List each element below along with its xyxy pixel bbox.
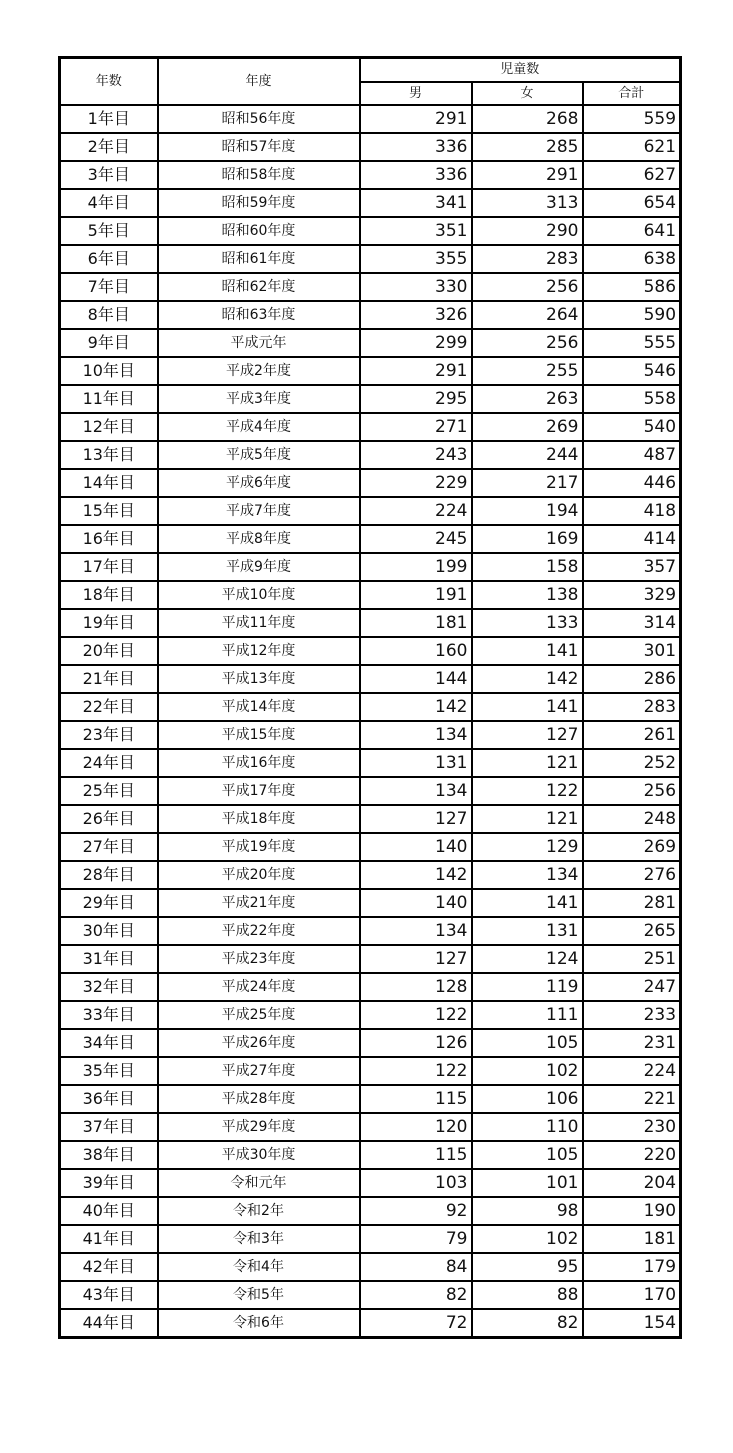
header-total: 合計 [583, 82, 681, 105]
cell-total: 540 [583, 413, 681, 441]
cell-total: 233 [583, 1001, 681, 1029]
cell-fiscal-year: 平成19年度 [158, 833, 360, 861]
cell-male: 122 [360, 1057, 472, 1085]
cell-year-count: 21年目 [60, 665, 158, 693]
cell-year-count: 8年目 [60, 301, 158, 329]
cell-total: 230 [583, 1113, 681, 1141]
cell-female: 119 [472, 973, 583, 1001]
header-children-count: 児童数 [360, 58, 681, 83]
header-year-count: 年数 [60, 58, 158, 106]
cell-male: 82 [360, 1281, 472, 1309]
cell-fiscal-year: 令和2年 [158, 1197, 360, 1225]
table-row [60, 161, 681, 189]
table-row [60, 1001, 681, 1029]
cell-fiscal-year: 平成7年度 [158, 497, 360, 525]
cell-male: 355 [360, 245, 472, 273]
cell-year-count: 32年目 [60, 973, 158, 1001]
cell-total: 559 [583, 105, 681, 133]
table-row [60, 189, 681, 217]
cell-female: 256 [472, 273, 583, 301]
cell-male: 72 [360, 1309, 472, 1338]
cell-male: 131 [360, 749, 472, 777]
cell-male: 295 [360, 385, 472, 413]
table-row [60, 413, 681, 441]
cell-year-count: 18年目 [60, 581, 158, 609]
cell-year-count: 20年目 [60, 637, 158, 665]
cell-total: 586 [583, 273, 681, 301]
cell-male: 336 [360, 161, 472, 189]
cell-fiscal-year: 平成26年度 [158, 1029, 360, 1057]
cell-female: 142 [472, 665, 583, 693]
cell-total: 418 [583, 497, 681, 525]
cell-fiscal-year: 平成29年度 [158, 1113, 360, 1141]
cell-male: 126 [360, 1029, 472, 1057]
cell-fiscal-year: 平成27年度 [158, 1057, 360, 1085]
cell-total: 329 [583, 581, 681, 609]
cell-female: 158 [472, 553, 583, 581]
cell-fiscal-year: 平成18年度 [158, 805, 360, 833]
cell-female: 102 [472, 1225, 583, 1253]
cell-fiscal-year: 平成28年度 [158, 1085, 360, 1113]
cell-female: 263 [472, 385, 583, 413]
cell-year-count: 12年目 [60, 413, 158, 441]
table-row [60, 805, 681, 833]
cell-fiscal-year: 令和6年 [158, 1309, 360, 1338]
cell-fiscal-year: 昭和59年度 [158, 189, 360, 217]
cell-year-count: 30年目 [60, 917, 158, 945]
cell-total: 265 [583, 917, 681, 945]
cell-female: 256 [472, 329, 583, 357]
cell-male: 79 [360, 1225, 472, 1253]
cell-female: 98 [472, 1197, 583, 1225]
cell-year-count: 38年目 [60, 1141, 158, 1169]
cell-year-count: 1年目 [60, 105, 158, 133]
cell-year-count: 44年目 [60, 1309, 158, 1338]
cell-fiscal-year: 平成22年度 [158, 917, 360, 945]
cell-total: 170 [583, 1281, 681, 1309]
cell-fiscal-year: 平成15年度 [158, 721, 360, 749]
cell-fiscal-year: 平成14年度 [158, 693, 360, 721]
cell-female: 255 [472, 357, 583, 385]
table-row [60, 1225, 681, 1253]
cell-male: 271 [360, 413, 472, 441]
cell-male: 140 [360, 833, 472, 861]
cell-fiscal-year: 平成20年度 [158, 861, 360, 889]
cell-female: 105 [472, 1029, 583, 1057]
cell-female: 269 [472, 413, 583, 441]
table-row [60, 917, 681, 945]
cell-total: 590 [583, 301, 681, 329]
cell-female: 105 [472, 1141, 583, 1169]
cell-total: 247 [583, 973, 681, 1001]
cell-male: 160 [360, 637, 472, 665]
table-row [60, 609, 681, 637]
table-row [60, 637, 681, 665]
cell-male: 336 [360, 133, 472, 161]
cell-fiscal-year: 令和3年 [158, 1225, 360, 1253]
cell-total: 546 [583, 357, 681, 385]
cell-total: 220 [583, 1141, 681, 1169]
cell-male: 144 [360, 665, 472, 693]
cell-year-count: 34年目 [60, 1029, 158, 1057]
cell-fiscal-year: 平成30年度 [158, 1141, 360, 1169]
table-row [60, 357, 681, 385]
table-header [60, 58, 681, 106]
cell-total: 627 [583, 161, 681, 189]
table-row [60, 329, 681, 357]
cell-total: 281 [583, 889, 681, 917]
cell-year-count: 26年目 [60, 805, 158, 833]
table-row [60, 749, 681, 777]
table-row [60, 1169, 681, 1197]
cell-female: 138 [472, 581, 583, 609]
cell-female: 268 [472, 105, 583, 133]
cell-fiscal-year: 昭和57年度 [158, 133, 360, 161]
cell-total: 154 [583, 1309, 681, 1338]
cell-male: 140 [360, 889, 472, 917]
table-row [60, 945, 681, 973]
cell-year-count: 37年目 [60, 1113, 158, 1141]
table-row [60, 721, 681, 749]
table-row [60, 861, 681, 889]
enrollment-table [58, 56, 682, 1339]
cell-year-count: 11年目 [60, 385, 158, 413]
header-male: 男 [360, 82, 472, 105]
cell-female: 169 [472, 525, 583, 553]
cell-male: 299 [360, 329, 472, 357]
cell-female: 291 [472, 161, 583, 189]
cell-female: 290 [472, 217, 583, 245]
cell-year-count: 41年目 [60, 1225, 158, 1253]
cell-female: 285 [472, 133, 583, 161]
cell-fiscal-year: 平成4年度 [158, 413, 360, 441]
cell-female: 106 [472, 1085, 583, 1113]
cell-total: 314 [583, 609, 681, 637]
cell-fiscal-year: 令和元年 [158, 1169, 360, 1197]
cell-fiscal-year: 昭和58年度 [158, 161, 360, 189]
cell-total: 641 [583, 217, 681, 245]
cell-total: 181 [583, 1225, 681, 1253]
cell-total: 357 [583, 553, 681, 581]
cell-year-count: 13年目 [60, 441, 158, 469]
cell-male: 134 [360, 917, 472, 945]
table-row [60, 105, 681, 133]
cell-female: 283 [472, 245, 583, 273]
cell-female: 217 [472, 469, 583, 497]
cell-male: 122 [360, 1001, 472, 1029]
table-row [60, 1085, 681, 1113]
cell-female: 141 [472, 889, 583, 917]
cell-male: 181 [360, 609, 472, 637]
cell-male: 134 [360, 721, 472, 749]
cell-total: 252 [583, 749, 681, 777]
cell-total: 251 [583, 945, 681, 973]
cell-female: 88 [472, 1281, 583, 1309]
cell-male: 291 [360, 105, 472, 133]
cell-male: 243 [360, 441, 472, 469]
cell-year-count: 15年目 [60, 497, 158, 525]
table-row [60, 217, 681, 245]
cell-total: 555 [583, 329, 681, 357]
cell-fiscal-year: 平成17年度 [158, 777, 360, 805]
cell-fiscal-year: 平成5年度 [158, 441, 360, 469]
cell-male: 245 [360, 525, 472, 553]
cell-year-count: 28年目 [60, 861, 158, 889]
cell-fiscal-year: 平成21年度 [158, 889, 360, 917]
cell-year-count: 9年目 [60, 329, 158, 357]
cell-male: 115 [360, 1141, 472, 1169]
table-row [60, 1309, 681, 1338]
cell-female: 101 [472, 1169, 583, 1197]
cell-fiscal-year: 平成9年度 [158, 553, 360, 581]
cell-female: 141 [472, 693, 583, 721]
cell-female: 194 [472, 497, 583, 525]
cell-fiscal-year: 昭和56年度 [158, 105, 360, 133]
cell-female: 122 [472, 777, 583, 805]
table-row [60, 1281, 681, 1309]
cell-year-count: 35年目 [60, 1057, 158, 1085]
table-row [60, 1029, 681, 1057]
table-row [60, 469, 681, 497]
cell-year-count: 22年目 [60, 693, 158, 721]
cell-fiscal-year: 平成3年度 [158, 385, 360, 413]
table-row [60, 581, 681, 609]
cell-year-count: 40年目 [60, 1197, 158, 1225]
cell-fiscal-year: 令和4年 [158, 1253, 360, 1281]
cell-fiscal-year: 平成10年度 [158, 581, 360, 609]
cell-male: 330 [360, 273, 472, 301]
cell-year-count: 29年目 [60, 889, 158, 917]
cell-year-count: 31年目 [60, 945, 158, 973]
table-row [60, 441, 681, 469]
cell-total: 621 [583, 133, 681, 161]
cell-year-count: 4年目 [60, 189, 158, 217]
table-row [60, 833, 681, 861]
cell-male: 84 [360, 1253, 472, 1281]
table-row [60, 1253, 681, 1281]
cell-fiscal-year: 平成6年度 [158, 469, 360, 497]
cell-male: 224 [360, 497, 472, 525]
table-row [60, 665, 681, 693]
cell-female: 111 [472, 1001, 583, 1029]
table-body [60, 105, 681, 1338]
cell-year-count: 39年目 [60, 1169, 158, 1197]
table-row [60, 777, 681, 805]
cell-male: 191 [360, 581, 472, 609]
cell-female: 95 [472, 1253, 583, 1281]
cell-female: 82 [472, 1309, 583, 1338]
header-fiscal-year: 年度 [158, 58, 360, 106]
cell-year-count: 16年目 [60, 525, 158, 553]
cell-male: 199 [360, 553, 472, 581]
header-female: 女 [472, 82, 583, 105]
cell-year-count: 3年目 [60, 161, 158, 189]
cell-male: 128 [360, 973, 472, 1001]
cell-male: 341 [360, 189, 472, 217]
cell-female: 102 [472, 1057, 583, 1085]
cell-total: 204 [583, 1169, 681, 1197]
cell-year-count: 10年目 [60, 357, 158, 385]
cell-fiscal-year: 平成24年度 [158, 973, 360, 1001]
cell-fiscal-year: 平成12年度 [158, 637, 360, 665]
table-row [60, 525, 681, 553]
cell-total: 283 [583, 693, 681, 721]
cell-year-count: 33年目 [60, 1001, 158, 1029]
cell-male: 127 [360, 945, 472, 973]
cell-female: 133 [472, 609, 583, 637]
cell-year-count: 7年目 [60, 273, 158, 301]
cell-total: 224 [583, 1057, 681, 1085]
cell-female: 127 [472, 721, 583, 749]
cell-year-count: 17年目 [60, 553, 158, 581]
table-row [60, 301, 681, 329]
cell-male: 120 [360, 1113, 472, 1141]
cell-female: 124 [472, 945, 583, 973]
table-row [60, 385, 681, 413]
cell-year-count: 24年目 [60, 749, 158, 777]
cell-fiscal-year: 平成16年度 [158, 749, 360, 777]
cell-female: 244 [472, 441, 583, 469]
cell-female: 313 [472, 189, 583, 217]
cell-fiscal-year: 平成23年度 [158, 945, 360, 973]
cell-year-count: 6年目 [60, 245, 158, 273]
cell-total: 286 [583, 665, 681, 693]
cell-year-count: 14年目 [60, 469, 158, 497]
cell-female: 134 [472, 861, 583, 889]
cell-total: 190 [583, 1197, 681, 1225]
cell-female: 131 [472, 917, 583, 945]
cell-total: 301 [583, 637, 681, 665]
cell-year-count: 25年目 [60, 777, 158, 805]
cell-male: 229 [360, 469, 472, 497]
cell-male: 127 [360, 805, 472, 833]
table-row [60, 973, 681, 1001]
table-row [60, 553, 681, 581]
cell-year-count: 5年目 [60, 217, 158, 245]
cell-total: 276 [583, 861, 681, 889]
cell-fiscal-year: 昭和62年度 [158, 273, 360, 301]
cell-female: 129 [472, 833, 583, 861]
cell-fiscal-year: 昭和60年度 [158, 217, 360, 245]
cell-year-count: 42年目 [60, 1253, 158, 1281]
cell-fiscal-year: 平成25年度 [158, 1001, 360, 1029]
cell-female: 264 [472, 301, 583, 329]
cell-fiscal-year: 令和5年 [158, 1281, 360, 1309]
cell-total: 638 [583, 245, 681, 273]
table-row [60, 1197, 681, 1225]
table-row [60, 497, 681, 525]
table-row [60, 245, 681, 273]
cell-year-count: 27年目 [60, 833, 158, 861]
table-row [60, 889, 681, 917]
cell-male: 92 [360, 1197, 472, 1225]
table-row [60, 693, 681, 721]
cell-total: 269 [583, 833, 681, 861]
cell-total: 261 [583, 721, 681, 749]
cell-male: 326 [360, 301, 472, 329]
table-row [60, 1141, 681, 1169]
cell-total: 221 [583, 1085, 681, 1113]
cell-total: 558 [583, 385, 681, 413]
cell-female: 141 [472, 637, 583, 665]
cell-male: 115 [360, 1085, 472, 1113]
cell-year-count: 2年目 [60, 133, 158, 161]
cell-male: 142 [360, 861, 472, 889]
cell-fiscal-year: 平成13年度 [158, 665, 360, 693]
table-row [60, 1057, 681, 1085]
cell-male: 351 [360, 217, 472, 245]
cell-male: 103 [360, 1169, 472, 1197]
cell-female: 121 [472, 805, 583, 833]
table-row [60, 273, 681, 301]
cell-total: 248 [583, 805, 681, 833]
cell-fiscal-year: 平成11年度 [158, 609, 360, 637]
cell-total: 414 [583, 525, 681, 553]
cell-male: 291 [360, 357, 472, 385]
cell-total: 231 [583, 1029, 681, 1057]
cell-total: 446 [583, 469, 681, 497]
table-row [60, 1113, 681, 1141]
cell-fiscal-year: 昭和61年度 [158, 245, 360, 273]
cell-fiscal-year: 平成元年 [158, 329, 360, 357]
table-row [60, 133, 681, 161]
cell-fiscal-year: 昭和63年度 [158, 301, 360, 329]
cell-female: 110 [472, 1113, 583, 1141]
cell-year-count: 19年目 [60, 609, 158, 637]
cell-female: 121 [472, 749, 583, 777]
cell-fiscal-year: 平成8年度 [158, 525, 360, 553]
cell-total: 256 [583, 777, 681, 805]
cell-fiscal-year: 平成2年度 [158, 357, 360, 385]
cell-total: 654 [583, 189, 681, 217]
cell-male: 142 [360, 693, 472, 721]
cell-male: 134 [360, 777, 472, 805]
cell-year-count: 36年目 [60, 1085, 158, 1113]
cell-year-count: 43年目 [60, 1281, 158, 1309]
cell-total: 179 [583, 1253, 681, 1281]
cell-total: 487 [583, 441, 681, 469]
cell-year-count: 23年目 [60, 721, 158, 749]
